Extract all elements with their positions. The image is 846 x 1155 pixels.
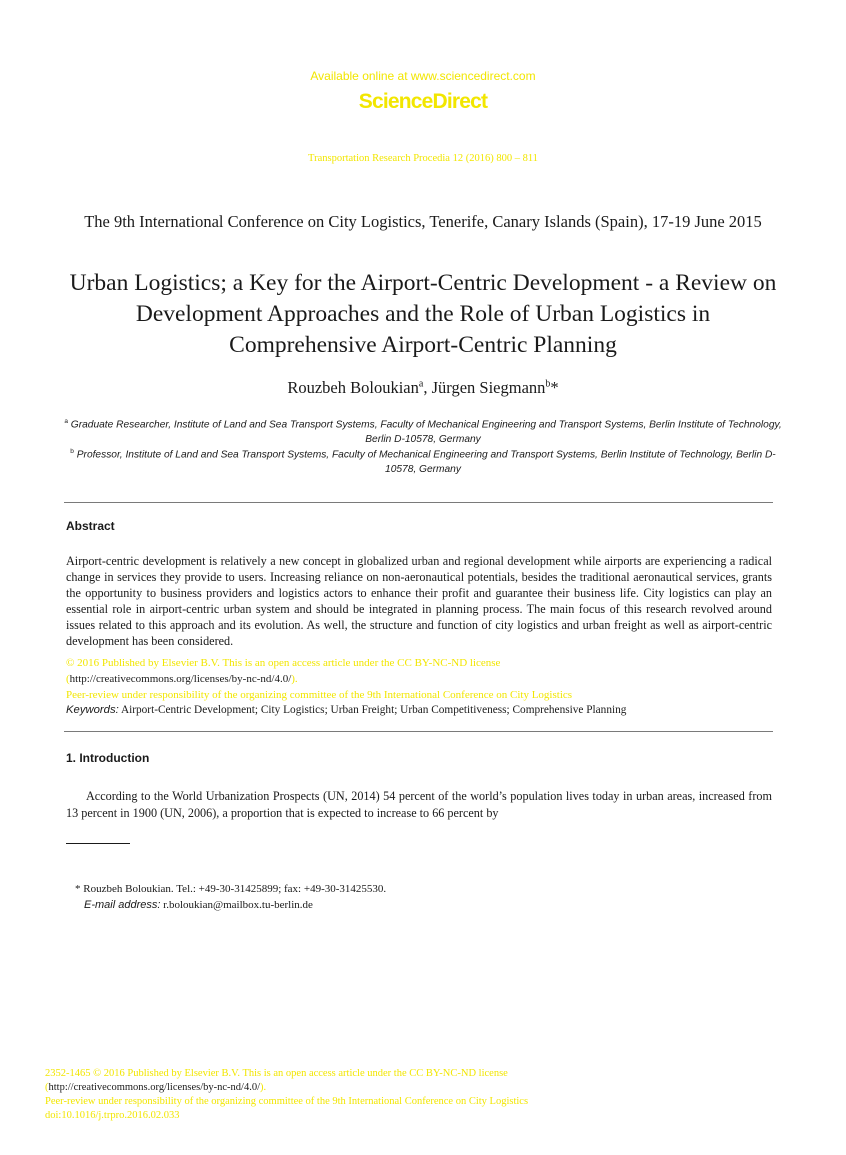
affiliation-a xyxy=(60,414,786,447)
license-link-line xyxy=(66,671,772,687)
license-link-line xyxy=(45,1081,805,1095)
keywords-label: Keywords: xyxy=(66,704,119,716)
issn-license-line: 2352-1465 © 2016 Published by Elsevier B.V. This is an open access article under the CC BY-NC-ND license xyxy=(45,1068,508,1079)
affiliation-label: b xyxy=(70,448,74,455)
license-statement: © 2016 Published by Elsevier B.V. This is an open access article under the CC BY-NC-ND license xyxy=(66,657,501,669)
divider xyxy=(64,731,773,732)
author-name: Rouzbeh Boloukian xyxy=(287,378,419,397)
section-heading: 1. Introduction xyxy=(66,751,150,765)
footnote-divider xyxy=(66,843,130,844)
paper-title: Urban Logistics; a Key for the Airport-Centric Development - a Review on Development Approaches and the Role of Urban Logistics in Comprehensive Airport-Centric Planning xyxy=(69,270,777,358)
keywords-line xyxy=(66,703,772,717)
author-separator: , xyxy=(423,378,432,397)
affiliation-b xyxy=(60,444,786,477)
affiliation-label: a xyxy=(64,418,68,425)
available-online-line[interactable]: Available online at www.sciencedirect.com xyxy=(310,69,536,83)
license-link[interactable]: http://creativecommons.org/licenses/by-nc-nd/4.0/ xyxy=(48,1082,261,1093)
affiliation-mark: a xyxy=(418,378,424,390)
affiliation-mark: b xyxy=(545,378,551,390)
email-line xyxy=(84,897,313,913)
keywords-list: Airport-Centric Development; City Logistics; Urban Freight; Urban Competitiveness; Comprehensive Planning xyxy=(118,704,627,716)
corresponding-author-contact: * Rouzbeh Boloukian. Tel.: +49-30-31425899; fax: +49-30-31425530. xyxy=(75,883,387,895)
journal-citation: Transportation Research Procedia 12 (2016) 800 – 811 xyxy=(308,153,538,164)
license-block xyxy=(66,655,772,703)
section-body: According to the World Urbanization Prospects (UN, 2014) 54 percent of the world’s population lives today in urban areas, increased from 13 percent in 1900 (UN, 2006), a proportion that is expected to increase to 66 percent by xyxy=(66,789,772,820)
author-list xyxy=(0,378,846,398)
corresponding-author-mark: * xyxy=(550,378,559,397)
email-address[interactable]: r.boloukian@mailbox.tu-berlin.de xyxy=(160,899,313,911)
abstract-body: Airport-centric development is relatively a new concept in globalized urban and regional development while airports are experiencing a radical change in services they provide to users. Increasing reliance on non-aeronautical potentials, besides the traditional aeronautical services, grants the opportunity to business providers and logistics actors to enhance their profit and guarantee their business life. City logistics can play an essential role in airport-centric urban system and should be integrated in planning process. The main focus of this research revolved around issues related to this approach and its evolution. As well, the structure and function of city logistics and urban freight as well as airport-centric development has been considered. xyxy=(66,554,772,648)
license-link[interactable]: http://creativecommons.org/licenses/by-nc-nd/4.0/ xyxy=(69,673,292,685)
paren-open: ( xyxy=(45,1082,49,1093)
sciencedirect-logo[interactable]: ScienceDirect xyxy=(358,90,488,113)
abstract-heading: Abstract xyxy=(66,519,115,533)
paren-close: ). xyxy=(291,673,298,685)
affiliation-text: Graduate Researcher, Institute of Land and Sea Transport Systems, Faculty of Mechanical Engineering and Transport Systems, Berlin Institute of Technology, Berlin D-10578, Germany xyxy=(67,419,782,446)
paren-close: ). xyxy=(260,1082,267,1093)
email-label: E-mail address: xyxy=(84,899,161,911)
doi-link[interactable]: doi:10.1016/j.trpro.2016.02.033 xyxy=(45,1110,180,1121)
peer-review-statement: Peer-review under responsibility of the organizing committee of the 9th International Conference on City Logistics xyxy=(45,1096,529,1107)
page-footer xyxy=(45,1067,805,1123)
peer-review-statement: Peer-review under responsibility of the organizing committee of the 9th International Conference on City Logistics xyxy=(66,689,573,701)
author-name: Jürgen Siegmann xyxy=(431,378,546,397)
paren-open: ( xyxy=(66,673,70,685)
affiliation-text: Professor, Institute of Land and Sea Transport Systems, Faculty of Mechanical Engineering and Transport Systems, Berlin Institute of Technology, Berlin D-10578, Germany xyxy=(73,449,776,476)
conference-name: The 9th International Conference on City Logistics, Tenerife, Canary Islands (Spain), 17-19 June 2015 xyxy=(84,212,762,231)
divider xyxy=(64,502,773,503)
